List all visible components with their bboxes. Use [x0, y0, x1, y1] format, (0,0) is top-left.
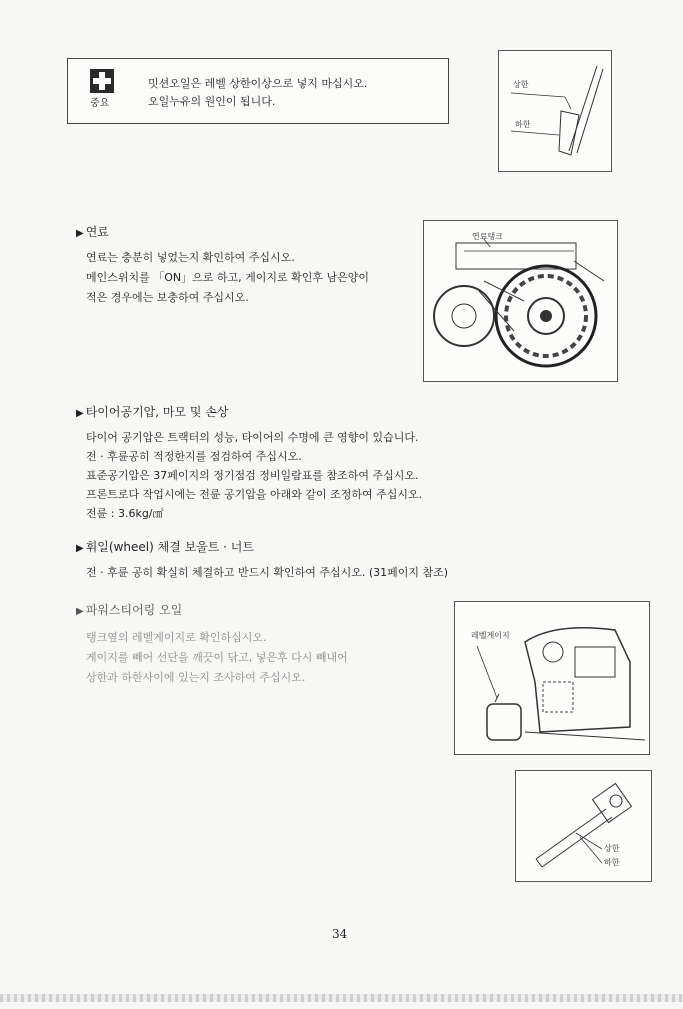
wheel-line: 전 · 후륜 공히 확실히 체결하고 반드시 확인하여 주십시오. (31페이지 참조) — [86, 566, 449, 579]
scan-edge — [0, 994, 683, 1002]
notice-line-1: 밋션오일은 레벨 상한이상으로 넣지 마십시오. — [148, 77, 368, 90]
tire-line-1: 타이어 공기압은 트랙터의 성능, 타이어의 수명에 큰 영향이 있습니다. — [86, 431, 419, 444]
tire-line-3: 표준공기압은 37페이지의 정기점검 정비일람표를 참조하여 주십시오. — [86, 469, 419, 482]
tire-line-4: 프론트로다 작업시에는 전륜 공기압을 아래와 같이 조정하여 주십시오. — [86, 488, 423, 501]
level-gauge-figure — [454, 601, 650, 755]
tire-heading: ▶ 타이어공기압, 마모 및 손상 — [76, 405, 229, 419]
fuel-line-2: 메인스위치를 「ON」으로 하고, 게이지로 확인후 남은양이 — [86, 271, 370, 284]
dipstick-bottom-lower-label: 하한 — [604, 858, 620, 867]
arrow-icon: ▶ — [76, 408, 84, 419]
fuel-tank-label: 연료탱크 — [472, 232, 503, 241]
cross-icon — [90, 69, 114, 93]
power-steering-line-3: 상한과 하한사이에 있는지 조사하여 주십시오. — [86, 671, 306, 684]
level-gauge-label: 레벨게이지 — [471, 631, 510, 640]
page-number: 34 — [332, 927, 348, 941]
dipstick-figure-bottom — [515, 770, 652, 882]
fuel-line-3: 적은 경우에는 보충하여 주십시오. — [86, 291, 249, 304]
arrow-icon: ▶ — [76, 543, 84, 554]
dipstick-bottom-upper-label: 상한 — [604, 844, 620, 853]
fuel-tank-figure — [423, 220, 618, 382]
power-steering-line-2: 게이지를 빼어 선단을 깨끗이 닦고, 넣은후 다시 빼내어 — [86, 651, 348, 664]
dipstick-figure-top — [498, 50, 612, 172]
tire-line-2: 전 · 후륜공히 적정한지를 점검하여 주십시오. — [86, 450, 302, 463]
arrow-icon: ▶ — [76, 606, 84, 617]
dipstick-top-upper-label: 상한 — [513, 80, 529, 89]
notice-box — [67, 58, 449, 124]
arrow-icon: ▶ — [76, 228, 84, 239]
power-steering-line-1: 탱크옆의 레벨게이지로 확인하십시오. — [86, 631, 267, 644]
fuel-line-1: 연료는 충분히 넣었는지 확인하여 주십시오. — [86, 251, 295, 264]
notice-label: 중요 — [90, 98, 110, 109]
wheel-heading: ▶ 휘일(wheel) 체결 보울트 · 너트 — [76, 540, 254, 554]
notice-line-2: 오일누유의 원인이 됩니다. — [148, 95, 276, 108]
fuel-heading: ▶ 연료 — [76, 225, 109, 239]
power-steering-heading: ▶ 파워스티어링 오일 — [76, 603, 183, 617]
tire-line-5: 전륜 : 3.6kg/㎠ — [86, 507, 164, 520]
dipstick-top-lower-label: 하한 — [515, 120, 531, 129]
